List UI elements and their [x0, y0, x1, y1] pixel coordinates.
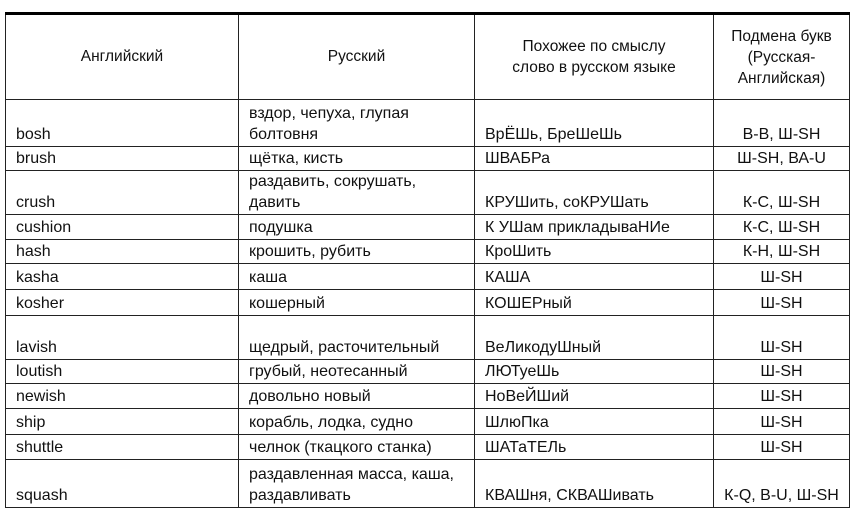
- word-comparison-table: [5, 12, 850, 508]
- cell-letters: Ш-SH: [714, 384, 850, 409]
- cell-english: bosh: [6, 100, 239, 147]
- cell-similar: КВАШня, СКВАШивать: [475, 460, 714, 508]
- cell-letters: К-Q, В-U, Ш-SH: [714, 460, 850, 508]
- cell-similar: КАША: [475, 264, 714, 290]
- table-row: [6, 316, 850, 360]
- table-row: [6, 171, 850, 215]
- cell-similar: КроШить: [475, 240, 714, 264]
- cell-letters: Ш-SH: [714, 435, 850, 460]
- table-row: [6, 147, 850, 171]
- cell-russian: раздавленная масса, каша, раздавливать: [239, 460, 475, 508]
- cell-russian: крошить, рубить: [239, 240, 475, 264]
- cell-russian: щётка, кисть: [239, 147, 475, 171]
- cell-letters: К-H, Ш-SH: [714, 240, 850, 264]
- header-russian: Русский: [239, 14, 475, 100]
- table-row: [6, 460, 850, 508]
- cell-english: hash: [6, 240, 239, 264]
- cell-russian: вздор, чепуха, глупая болтовня: [239, 100, 475, 147]
- table-row: [6, 290, 850, 316]
- cell-similar: ВрЁШь, БреШеШь: [475, 100, 714, 147]
- cell-letters: К-C, Ш-SH: [714, 215, 850, 240]
- cell-similar: ШВАБРа: [475, 147, 714, 171]
- header-letters: Подмена букв (Русская-Английская): [714, 14, 850, 100]
- cell-similar: КОШЕРный: [475, 290, 714, 316]
- cell-russian: кошерный: [239, 290, 475, 316]
- cell-similar: КРУШить, соКРУШать: [475, 171, 714, 215]
- cell-letters: Ш-SH: [714, 264, 850, 290]
- header-row: [6, 14, 850, 100]
- table-row: [6, 240, 850, 264]
- cell-english: kosher: [6, 290, 239, 316]
- cell-similar: ШАТаТЕЛь: [475, 435, 714, 460]
- cell-letters: Ш-SH: [714, 316, 850, 360]
- cell-letters: Ш-SH: [714, 290, 850, 316]
- cell-russian: челнок (ткацкого станка): [239, 435, 475, 460]
- cell-russian: корабль, лодка, судно: [239, 409, 475, 435]
- table-row: [6, 409, 850, 435]
- cell-english: squash: [6, 460, 239, 508]
- cell-russian: грубый, неотесанный: [239, 360, 475, 384]
- cell-english: shuttle: [6, 435, 239, 460]
- header-english: Английский: [6, 14, 239, 100]
- cell-english: kasha: [6, 264, 239, 290]
- cell-russian: подушка: [239, 215, 475, 240]
- cell-similar: ВеЛикодуШный: [475, 316, 714, 360]
- table-row: [6, 264, 850, 290]
- cell-english: crush: [6, 171, 239, 215]
- cell-similar: ШлюПка: [475, 409, 714, 435]
- cell-letters: В-B, Ш-SH: [714, 100, 850, 147]
- cell-russian: раздавить, сокрушать, давить: [239, 171, 475, 215]
- header-similar: Похожее по смыслу слово в русском языке: [475, 14, 714, 100]
- cell-letters: К-C, Ш-SH: [714, 171, 850, 215]
- cell-similar: К УШам прикладываНИе: [475, 215, 714, 240]
- cell-english: cushion: [6, 215, 239, 240]
- cell-letters: Ш-SH: [714, 360, 850, 384]
- cell-english: brush: [6, 147, 239, 171]
- table-row: [6, 215, 850, 240]
- cell-english: loutish: [6, 360, 239, 384]
- cell-letters: Ш-SH, ВА-U: [714, 147, 850, 171]
- cell-english: newish: [6, 384, 239, 409]
- cell-english: lavish: [6, 316, 239, 360]
- table-row: [6, 384, 850, 409]
- cell-russian: щедрый, расточительный: [239, 316, 475, 360]
- cell-english: ship: [6, 409, 239, 435]
- cell-similar: НоВеЙШий: [475, 384, 714, 409]
- cell-russian: довольно новый: [239, 384, 475, 409]
- cell-letters: Ш-SH: [714, 409, 850, 435]
- cell-similar: ЛЮТуеШь: [475, 360, 714, 384]
- cell-russian: каша: [239, 264, 475, 290]
- table-row: [6, 360, 850, 384]
- table-row: [6, 100, 850, 147]
- table-row: [6, 435, 850, 460]
